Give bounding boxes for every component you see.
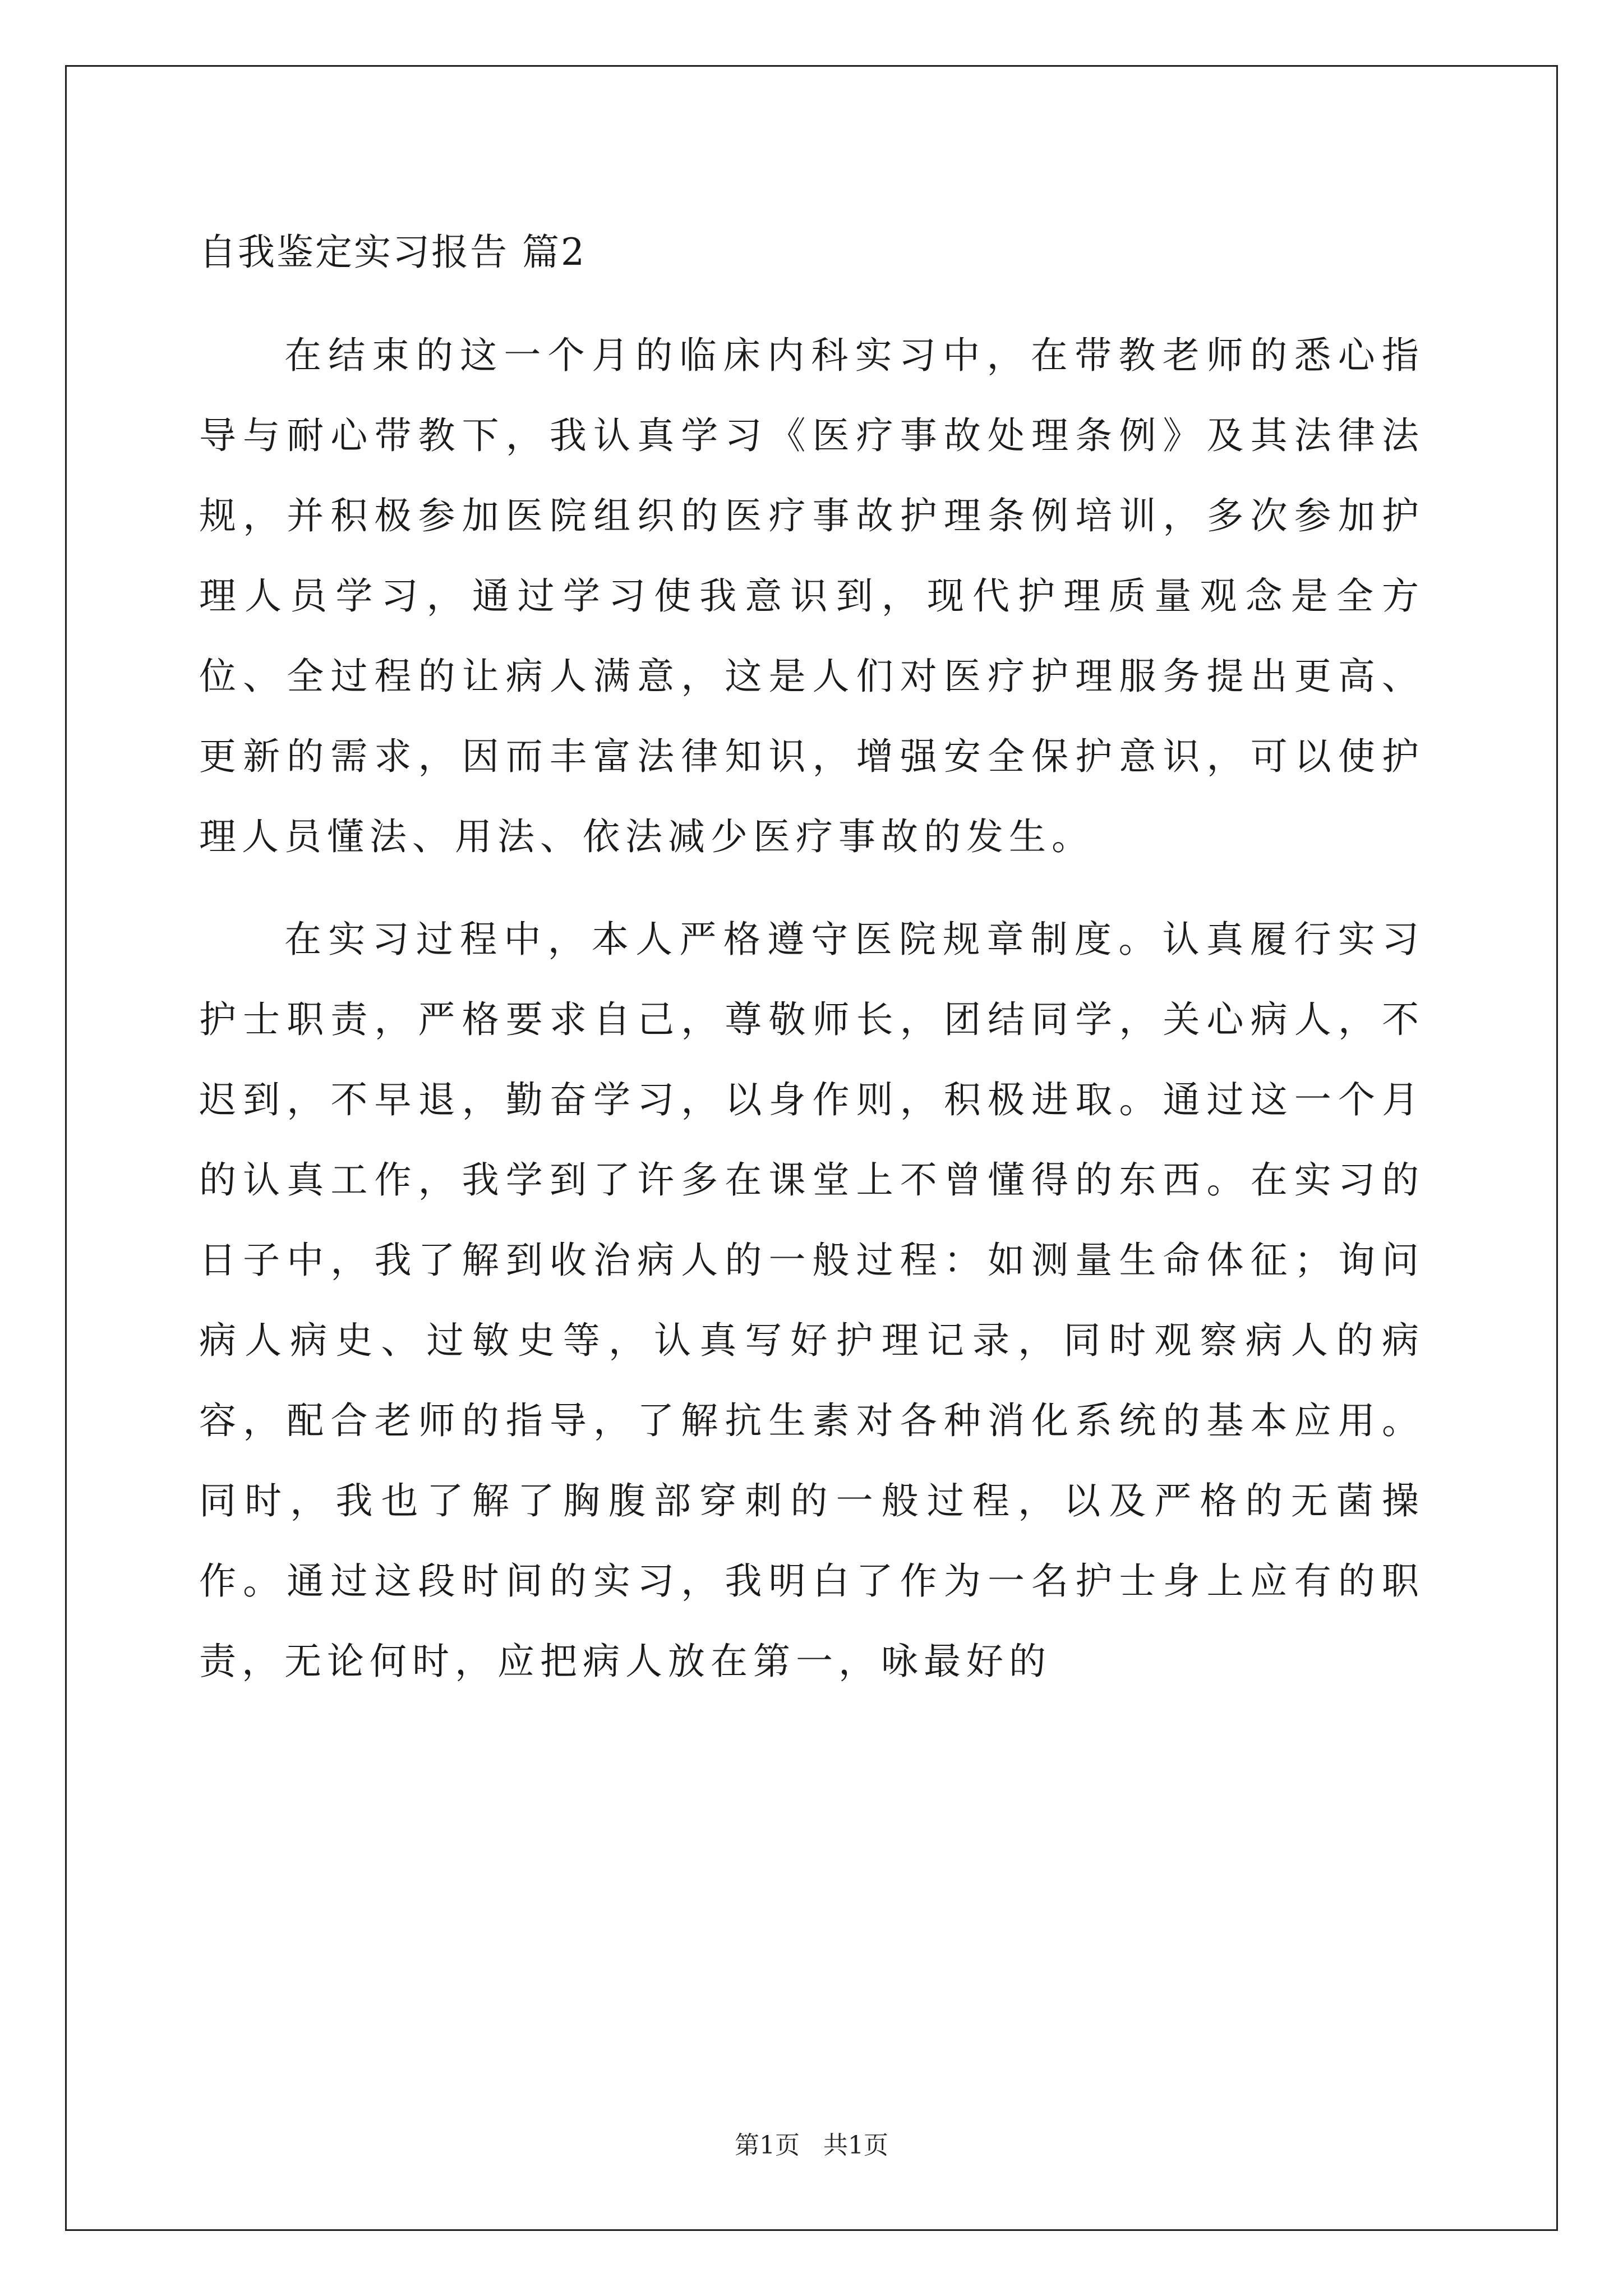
document-title: 自我鉴定实习报告 篇2: [199, 231, 586, 274]
paragraph-1: 在结束的这一个月的临床内科实习中，在带教老师的悉心指导与耐心带教下，我认真学习《医疗事故处理条例》及其法律法规，并积极参加医院组织的医疗事故护理条例培训，多次参加护理人员学习，通过学习使我意识到，现代护理质量观念是全方位、全过程的让病人满意，这是人们对医疗护理服务提出更高、更新的需求，因而丰富法律知识，增强安全保护意识，可以使护理人员懂法、用法、依法减少医疗事故的发生。: [199, 334, 1424, 858]
paragraph-2: 在实习过程中，本人严格遵守医院规章制度。认真履行实习护士职责，严格要求自己，尊敬师长，团结同学，关心病人，不迟到，不早退，勤奋学习，以身作则，积极进取。通过这一个月的认真工作，我学到了许多在课堂上不曾懂得的东西。在实习的日子中，我了解到收治病人的一般过程：如测量生命体征；询问病人病史、过敏史等，认真写好护理记录，同时观察病人的病容，配合老师的指导，了解抗生素对各种消化系统的基本应用。同时，我也了解了胸腹部穿刺的一般过程，以及严格的无菌操作。通过这段时间的实习，我明白了作为一名护士身上应有的职责，无论何时，应把病人放在第一，咏最好的: [199, 918, 1424, 1683]
page-number-footer: 第1页 共1页: [735, 2131, 888, 2160]
document-body: [199, 219, 1424, 1701]
